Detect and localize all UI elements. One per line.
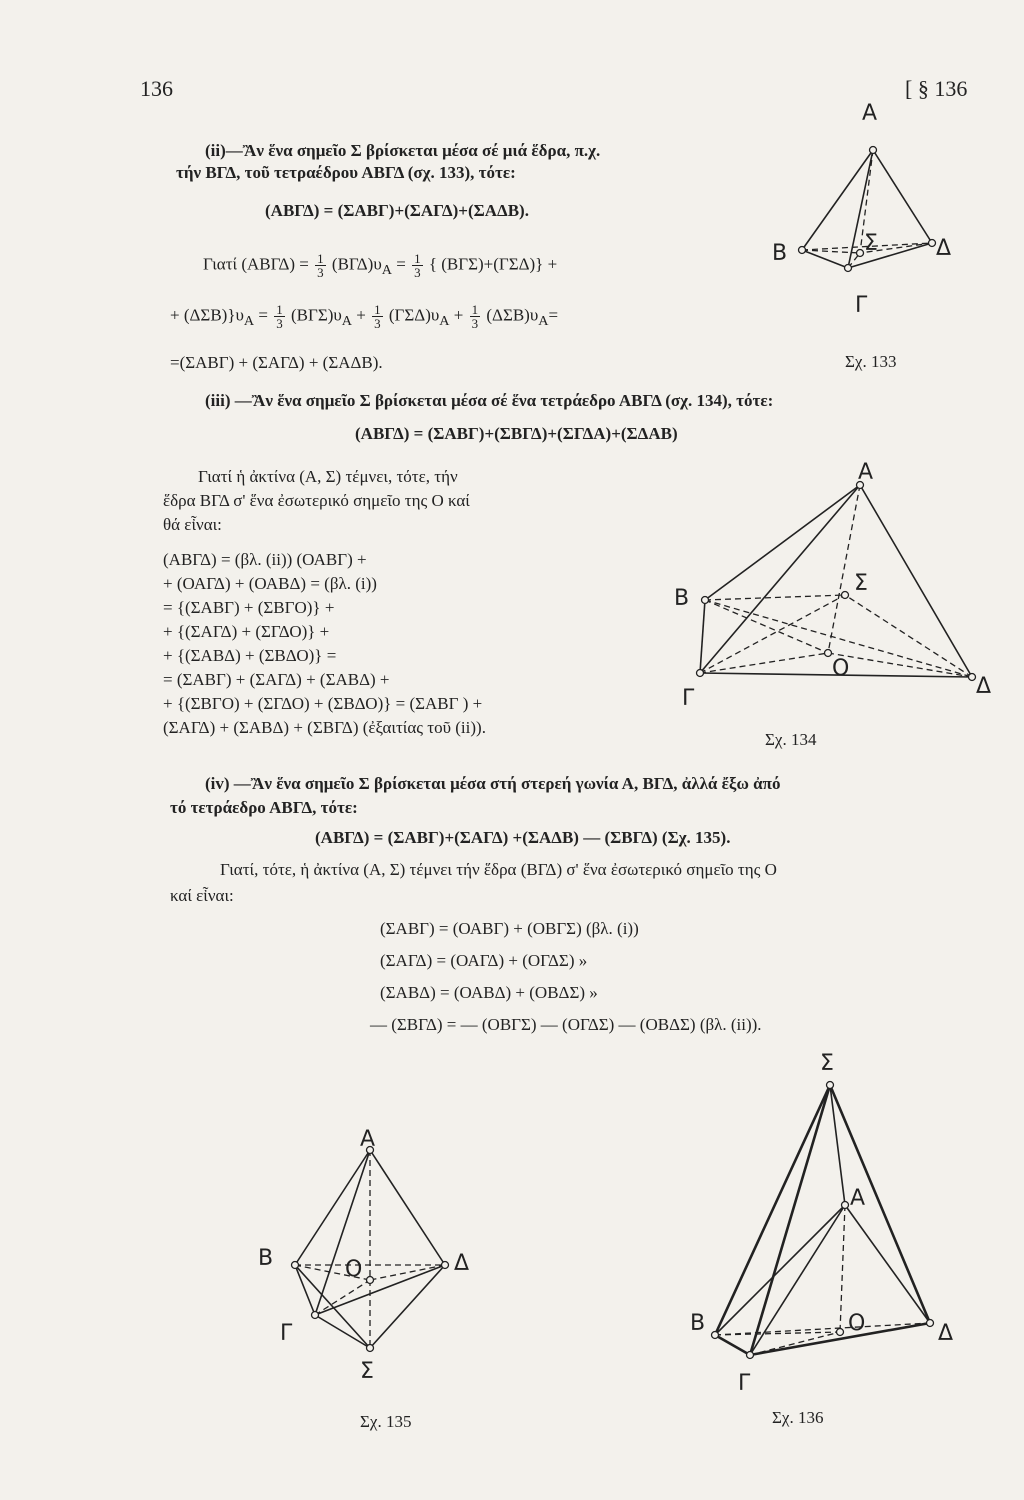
label-a: Α	[850, 1186, 866, 1211]
proof1-start: Γιατί (ΑΒΓΔ) =	[203, 254, 309, 274]
frac-den: 3	[414, 265, 421, 280]
fraction-one-third	[274, 303, 285, 330]
part-iv-eq-2: (ΣΑΒΔ) = (ΟΑΒΔ) + (ΟΒΔΣ) »	[380, 983, 598, 1002]
frac-num: 1	[374, 302, 381, 317]
part-iv-text2: καί εἶναι:	[170, 886, 234, 905]
part-ii-proof-line3: =(ΣΑΒΓ) + (ΣΑΓΔ) + (ΣΑΔΒ).	[170, 353, 383, 372]
fraction-one-third	[412, 252, 423, 279]
line-ao	[840, 1205, 845, 1332]
proof2-c: (ΓΣΔ)υ	[388, 305, 440, 325]
sub-a: Α	[381, 261, 392, 278]
part-iv-eq-3: — (ΣΒΓΔ) = — (ΟΒΓΣ) — (ΟΓΔΣ) — (ΟΒΔΣ) (βλ. (ii)).	[370, 1015, 762, 1034]
part-iii-step-6: + {(ΣΒΓΟ) + (ΣΓΔΟ) + (ΣΒΔΟ)} = (ΣΑΒΓ ) +	[163, 694, 483, 713]
part-iii-step-7: (ΣΑΓΔ) + (ΣΑΒΔ) + (ΣΒΓΔ) (ἐξαιτίας τοῦ (ii)).	[163, 718, 486, 737]
edge-ad	[873, 150, 932, 243]
sub-a: Α	[439, 312, 450, 329]
label-o: Ο	[345, 1257, 363, 1282]
part-ii-proof-line2	[170, 303, 558, 331]
line-bo	[715, 1332, 840, 1335]
figure-134	[660, 455, 990, 725]
label-o: Ο	[848, 1311, 866, 1336]
plus-sign: +	[356, 305, 366, 325]
caption-fig-134: Σχ. 134	[765, 730, 817, 749]
edge-ag	[700, 485, 860, 673]
part-iii-step-2: = {(ΣΑΒΓ) + (ΣΒΓΟ)} +	[163, 598, 335, 617]
page-number: 136	[140, 76, 173, 101]
edge-bg	[802, 250, 848, 268]
proof1-end: { (ΒΓΣ)+(ΓΣΔ)} +	[428, 254, 558, 274]
part-ii-line2: τήν ΒΓΔ, τοῦ τετραέδρου ΑΒΓΔ (σχ. 133), τότε:	[176, 163, 516, 182]
label-b: Β	[674, 586, 690, 611]
label-s: Σ	[864, 231, 878, 256]
part-ii-line1: (ii)—Ἂν ἕνα σημεῖο Σ βρίσκεται μέσα σέ μιά ἕδρα, π.χ.	[205, 141, 601, 160]
fraction-one-third	[470, 303, 481, 330]
frac-den: 3	[471, 316, 479, 331]
edge-bg	[700, 600, 705, 673]
part-iii-formula: (ΑΒΓΔ) = (ΣΑΒΓ)+(ΣΒΓΔ)+(ΣΓΔΑ)+(ΣΔΑΒ)	[355, 424, 678, 443]
frac-num: 1	[414, 251, 421, 266]
figure-136	[690, 1030, 990, 1400]
frac-den: 3	[317, 265, 324, 280]
fraction-one-third	[372, 303, 383, 330]
label-g: Γ	[682, 686, 695, 711]
part-iii-step-0: (ΑΒΓΔ) = (βλ. (ii)) (ΟΑΒΓ) +	[163, 550, 367, 569]
line-ao	[828, 485, 860, 653]
part-iii-line1: (iii) —Ἂν ἕνα σημεῖο Σ βρίσκεται μέσα σέ ἕνα τετράεδρο ΑΒΓΔ (σχ. 134), τότε:	[205, 391, 774, 410]
part-iii-text-2: θά εἶναι:	[163, 515, 222, 534]
sub-a: Α	[538, 312, 549, 329]
frac-num: 1	[471, 302, 479, 317]
section-ref: [ § 136	[905, 76, 968, 101]
figure-135	[240, 1120, 500, 1390]
edge-bg	[715, 1335, 750, 1355]
frac-num: 1	[317, 251, 324, 266]
caption-fig-136: Σχ. 136	[772, 1408, 824, 1427]
proof2-d: (ΔΣΒ)υ	[486, 305, 539, 325]
line-go	[750, 1332, 840, 1355]
part-iv-line2: τό τετράεδρο ΑΒΓΔ, τότε:	[170, 798, 358, 817]
proof1-mid: (ΒΓΔ)υ	[331, 254, 382, 274]
part-iv-eq-0: (ΣΑΒΓ) = (ΟΑΒΓ) + (ΟΒΓΣ) (βλ. (i))	[380, 919, 639, 938]
proof2-start: + (ΔΣΒ)}υ	[170, 305, 244, 325]
frac-den: 3	[374, 316, 381, 331]
frac-den: 3	[276, 316, 283, 331]
part-iii-step-3: + {(ΣΑΓΔ) + (ΣΓΔΟ)} +	[163, 622, 330, 641]
label-b: Β	[258, 1246, 274, 1271]
eq-sign: =	[396, 254, 406, 274]
part-iii-step-4: + {(ΣΑΒΔ) + (ΣΒΔΟ)} =	[163, 646, 337, 665]
label-d: Δ	[936, 236, 952, 261]
label-s: Σ	[820, 1051, 834, 1076]
edge-sb	[715, 1085, 830, 1335]
frac-num: 1	[276, 302, 283, 317]
eq-sign: =	[258, 305, 268, 325]
label-o: Ο	[832, 656, 850, 681]
part-iii-step-5: = (ΣΑΒΓ) + (ΣΑΓΔ) + (ΣΑΒΔ) +	[163, 670, 390, 689]
part-ii-proof-line1	[203, 252, 557, 280]
label-g: Γ	[738, 1371, 751, 1396]
edge-ad	[370, 1150, 445, 1265]
sub-a: Α	[243, 312, 255, 329]
label-a: Α	[360, 1127, 376, 1152]
label-d: Δ	[938, 1321, 954, 1346]
label-b: Β	[690, 1311, 706, 1336]
proof2-b: (ΒΓΣ)υ	[290, 305, 342, 325]
plus-sign: +	[453, 305, 464, 325]
part-iii-step-1: + (ΟΑΓΔ) + (ΟΑΒΔ) = (βλ. (i))	[163, 574, 377, 593]
part-iii-text-0: Γιατί ἡ ἀκτίνα (Α, Σ) τέμνει, τότε, τήν	[198, 467, 458, 486]
line-bs	[705, 595, 845, 600]
edge-ab	[715, 1205, 845, 1335]
label-a: Α	[862, 101, 878, 126]
sub-a: Α	[341, 312, 353, 329]
edge-ab	[705, 485, 860, 600]
figure-133	[760, 90, 990, 350]
caption-fig-133: Σχ. 133	[845, 352, 897, 371]
edge-sg	[750, 1085, 830, 1355]
label-d: Δ	[976, 674, 992, 699]
part-iv-eq-1: (ΣΑΓΔ) = (ΟΑΓΔ) + (ΟΓΔΣ) »	[380, 951, 588, 970]
caption-fig-135: Σχ. 135	[360, 1412, 412, 1431]
part-iv-line1: (iv) —Ἂν ἕνα σημεῖο Σ βρίσκεται μέσα στή στερεή γωνία Α, ΒΓΔ, ἀλλά ἔξω ἀπό	[205, 774, 781, 793]
eq-sign: =	[548, 305, 559, 325]
edge-ab	[295, 1150, 370, 1265]
fraction-one-third	[315, 252, 326, 279]
label-b: Β	[772, 241, 788, 266]
edge-bg	[295, 1265, 315, 1315]
part-iv-formula: (ΑΒΓΔ) = (ΣΑΒΓ)+(ΣΑΓΔ) +(ΣΑΔΒ) — (ΣΒΓΔ) (Σχ. 135).	[315, 828, 731, 847]
part-ii-formula: (ΑΒΓΔ) = (ΣΑΒΓ)+(ΣΑΓΔ)+(ΣΑΔΒ).	[265, 201, 529, 220]
part-iii-text-1: ἕδρα ΒΓΔ σ' ἕνα ἐσωτερικό σημεῖο της Ο καί	[163, 491, 470, 510]
label-s: Σ	[854, 571, 868, 596]
line-gs	[315, 1315, 370, 1348]
part-iv-text1: Γιατί, τότε, ἡ ἀκτίνα (Α, Σ) τέμνει τήν ἕδρα (ΒΓΔ) σ' ἕνα ἐσωτερικό σημεῖο της Ο	[220, 860, 777, 879]
label-s: Σ	[360, 1359, 374, 1384]
line-ds	[845, 595, 972, 677]
label-g: Γ	[280, 1321, 293, 1346]
label-g: Γ	[855, 293, 868, 318]
label-d: Δ	[454, 1251, 470, 1276]
edge-ag	[315, 1150, 370, 1315]
edge-ad	[860, 485, 972, 677]
label-a: Α	[858, 460, 874, 485]
